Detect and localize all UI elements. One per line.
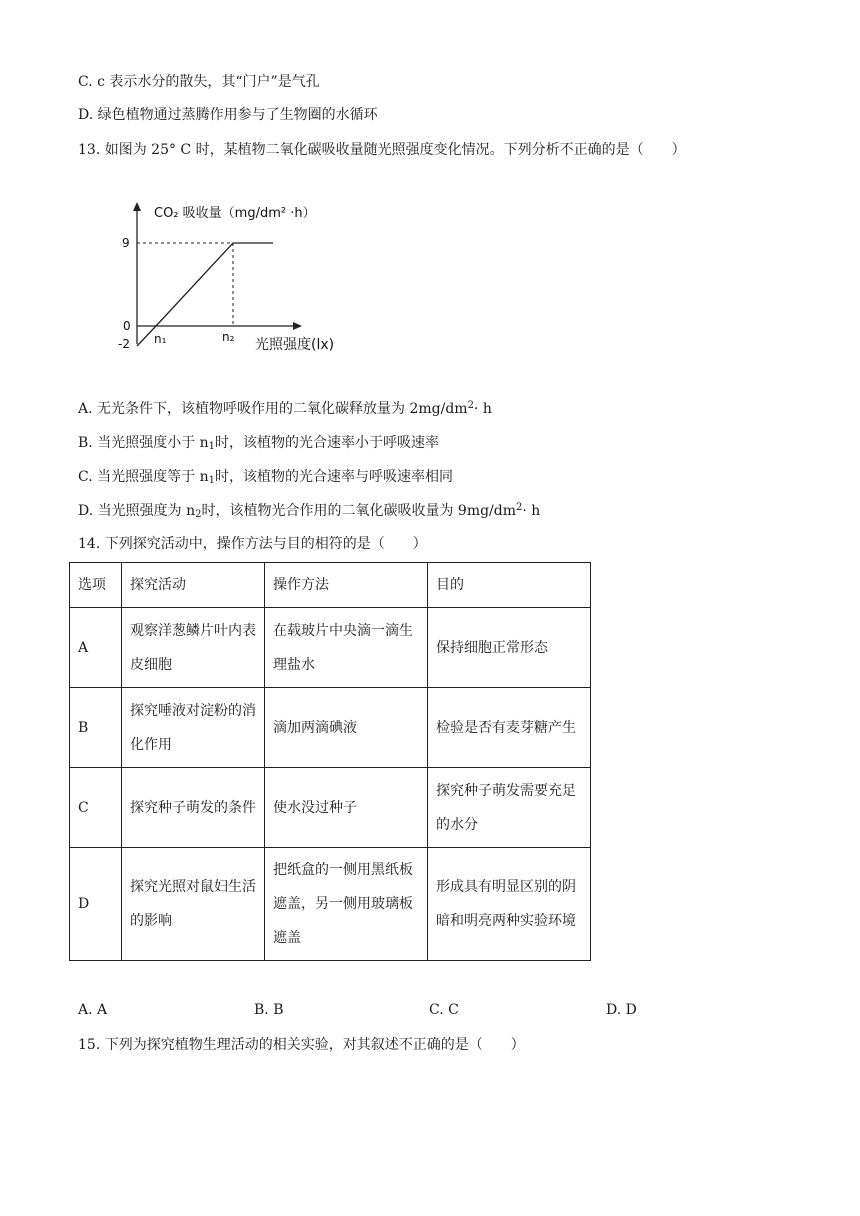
q12-option-d: D. 绿色植物通过蒸腾作用参与了生物圈的水循环 bbox=[78, 107, 378, 123]
table-cell: 使水没过种子 bbox=[265, 768, 428, 848]
x-axis-arrow bbox=[293, 322, 302, 330]
q13-option-d-text: D. 当光照强度为 n bbox=[78, 503, 196, 519]
q13-option-d-sup: 2 bbox=[516, 502, 523, 513]
table-cell: 形成具有明显区别的阴暗和明亮两种实验环境 bbox=[428, 848, 591, 961]
table-cell: A bbox=[70, 608, 122, 688]
q13-option-c bbox=[78, 467, 453, 487]
co2-absorption-graph bbox=[110, 196, 370, 366]
table-cell: 探究种子萌发需要充足的水分 bbox=[428, 768, 591, 848]
q13-option-c-text: C. 当光照强度等于 n bbox=[78, 469, 209, 485]
table-cell: 探究种子萌发的条件 bbox=[122, 768, 265, 848]
q13-option-a-sup: 2 bbox=[467, 400, 474, 411]
q13-option-d-mid: 时，该植物光合作用的二氧化碳吸收量为 9mg/dm bbox=[201, 503, 517, 519]
x-axis-label: 光照强度(lx) bbox=[255, 337, 335, 353]
table-row bbox=[70, 768, 591, 848]
q13-option-d-sub: 2 bbox=[195, 509, 202, 520]
header-cell: 选项 bbox=[70, 563, 122, 608]
x-tick-n1: n₁ bbox=[154, 332, 167, 346]
table-cell: D bbox=[70, 848, 122, 961]
q13-option-b-text: B. 当光照强度小于 n bbox=[78, 435, 209, 451]
experiment-table bbox=[69, 562, 591, 961]
q13-option-b bbox=[78, 433, 439, 453]
q14-choice-d[interactable]: D. D bbox=[606, 1002, 637, 1018]
q13-option-a bbox=[78, 399, 492, 419]
q14-choices bbox=[78, 1002, 678, 1022]
table-cell: B bbox=[70, 688, 122, 768]
table-cell: 观察洋葱鳞片叶内表皮细胞 bbox=[122, 608, 265, 688]
q14-choice-c[interactable]: C. C bbox=[429, 1002, 459, 1018]
q15-stem: 15. 下列为探究植物生理活动的相关实验，对其叙述不正确的是（ ） bbox=[78, 1037, 525, 1053]
q13-option-b-tail: 时，该植物的光合速率小于呼吸速率 bbox=[215, 435, 440, 451]
q13-stem: 13. 如图为 25° C 时，某植物二氧化碳吸收量随光照强度变化情况。下列分析不正确的是（ ） bbox=[78, 142, 686, 158]
table-header-row bbox=[70, 563, 591, 608]
table-cell: C bbox=[70, 768, 122, 848]
q13-option-c-tail: 时，该植物的光合速率与呼吸速率相同 bbox=[214, 469, 453, 485]
co2-curve bbox=[137, 243, 273, 346]
x-tick-n2: n₂ bbox=[222, 330, 235, 344]
table-row bbox=[70, 608, 591, 688]
q13-option-b-sub: 1 bbox=[208, 441, 216, 452]
table-cell: 在载玻片中央滴一滴生理盐水 bbox=[265, 608, 428, 688]
q13-option-a-tail: · h bbox=[473, 401, 492, 417]
q14-stem: 14. 下列探究活动中，操作方法与目的相符的是（ ） bbox=[78, 536, 427, 552]
y-tick-9: 9 bbox=[122, 236, 130, 250]
table-cell: 探究光照对鼠妇生活的影响 bbox=[122, 848, 265, 961]
y-tick-0: 0 bbox=[123, 319, 131, 333]
table-cell: 探究唾液对淀粉的消化作用 bbox=[122, 688, 265, 768]
q13-option-c-sub: 1 bbox=[208, 475, 215, 486]
table-cell: 把纸盒的一侧用黑纸板遮盖，另一侧用玻璃板遮盖 bbox=[265, 848, 428, 961]
header-cell: 探究活动 bbox=[122, 563, 265, 608]
y-tick-neg2: -2 bbox=[118, 337, 130, 351]
y-axis-label: CO₂ 吸收量（mg/dm² ·h） bbox=[154, 206, 316, 221]
header-cell: 操作方法 bbox=[265, 563, 428, 608]
q13-option-d bbox=[78, 501, 540, 521]
table-cell: 保持细胞正常形态 bbox=[428, 608, 591, 688]
table-row bbox=[70, 688, 591, 768]
q13-option-a-text: A. 无光条件下，该植物呼吸作用的二氧化碳释放量为 2mg/dm bbox=[78, 401, 468, 417]
y-axis-arrow bbox=[133, 202, 141, 211]
table-cell: 检验是否有麦芽糖产生 bbox=[428, 688, 591, 768]
q13-option-d-tail: · h bbox=[522, 503, 541, 519]
q14-choice-a[interactable]: A. A bbox=[78, 1002, 108, 1018]
header-cell: 目的 bbox=[428, 563, 591, 608]
q12-option-c: C. c 表示水分的散失，其“门户”是气孔 bbox=[78, 74, 320, 90]
q14-choice-b[interactable]: B. B bbox=[254, 1002, 284, 1018]
table-cell: 滴加两滴碘液 bbox=[265, 688, 428, 768]
table-row bbox=[70, 848, 591, 961]
